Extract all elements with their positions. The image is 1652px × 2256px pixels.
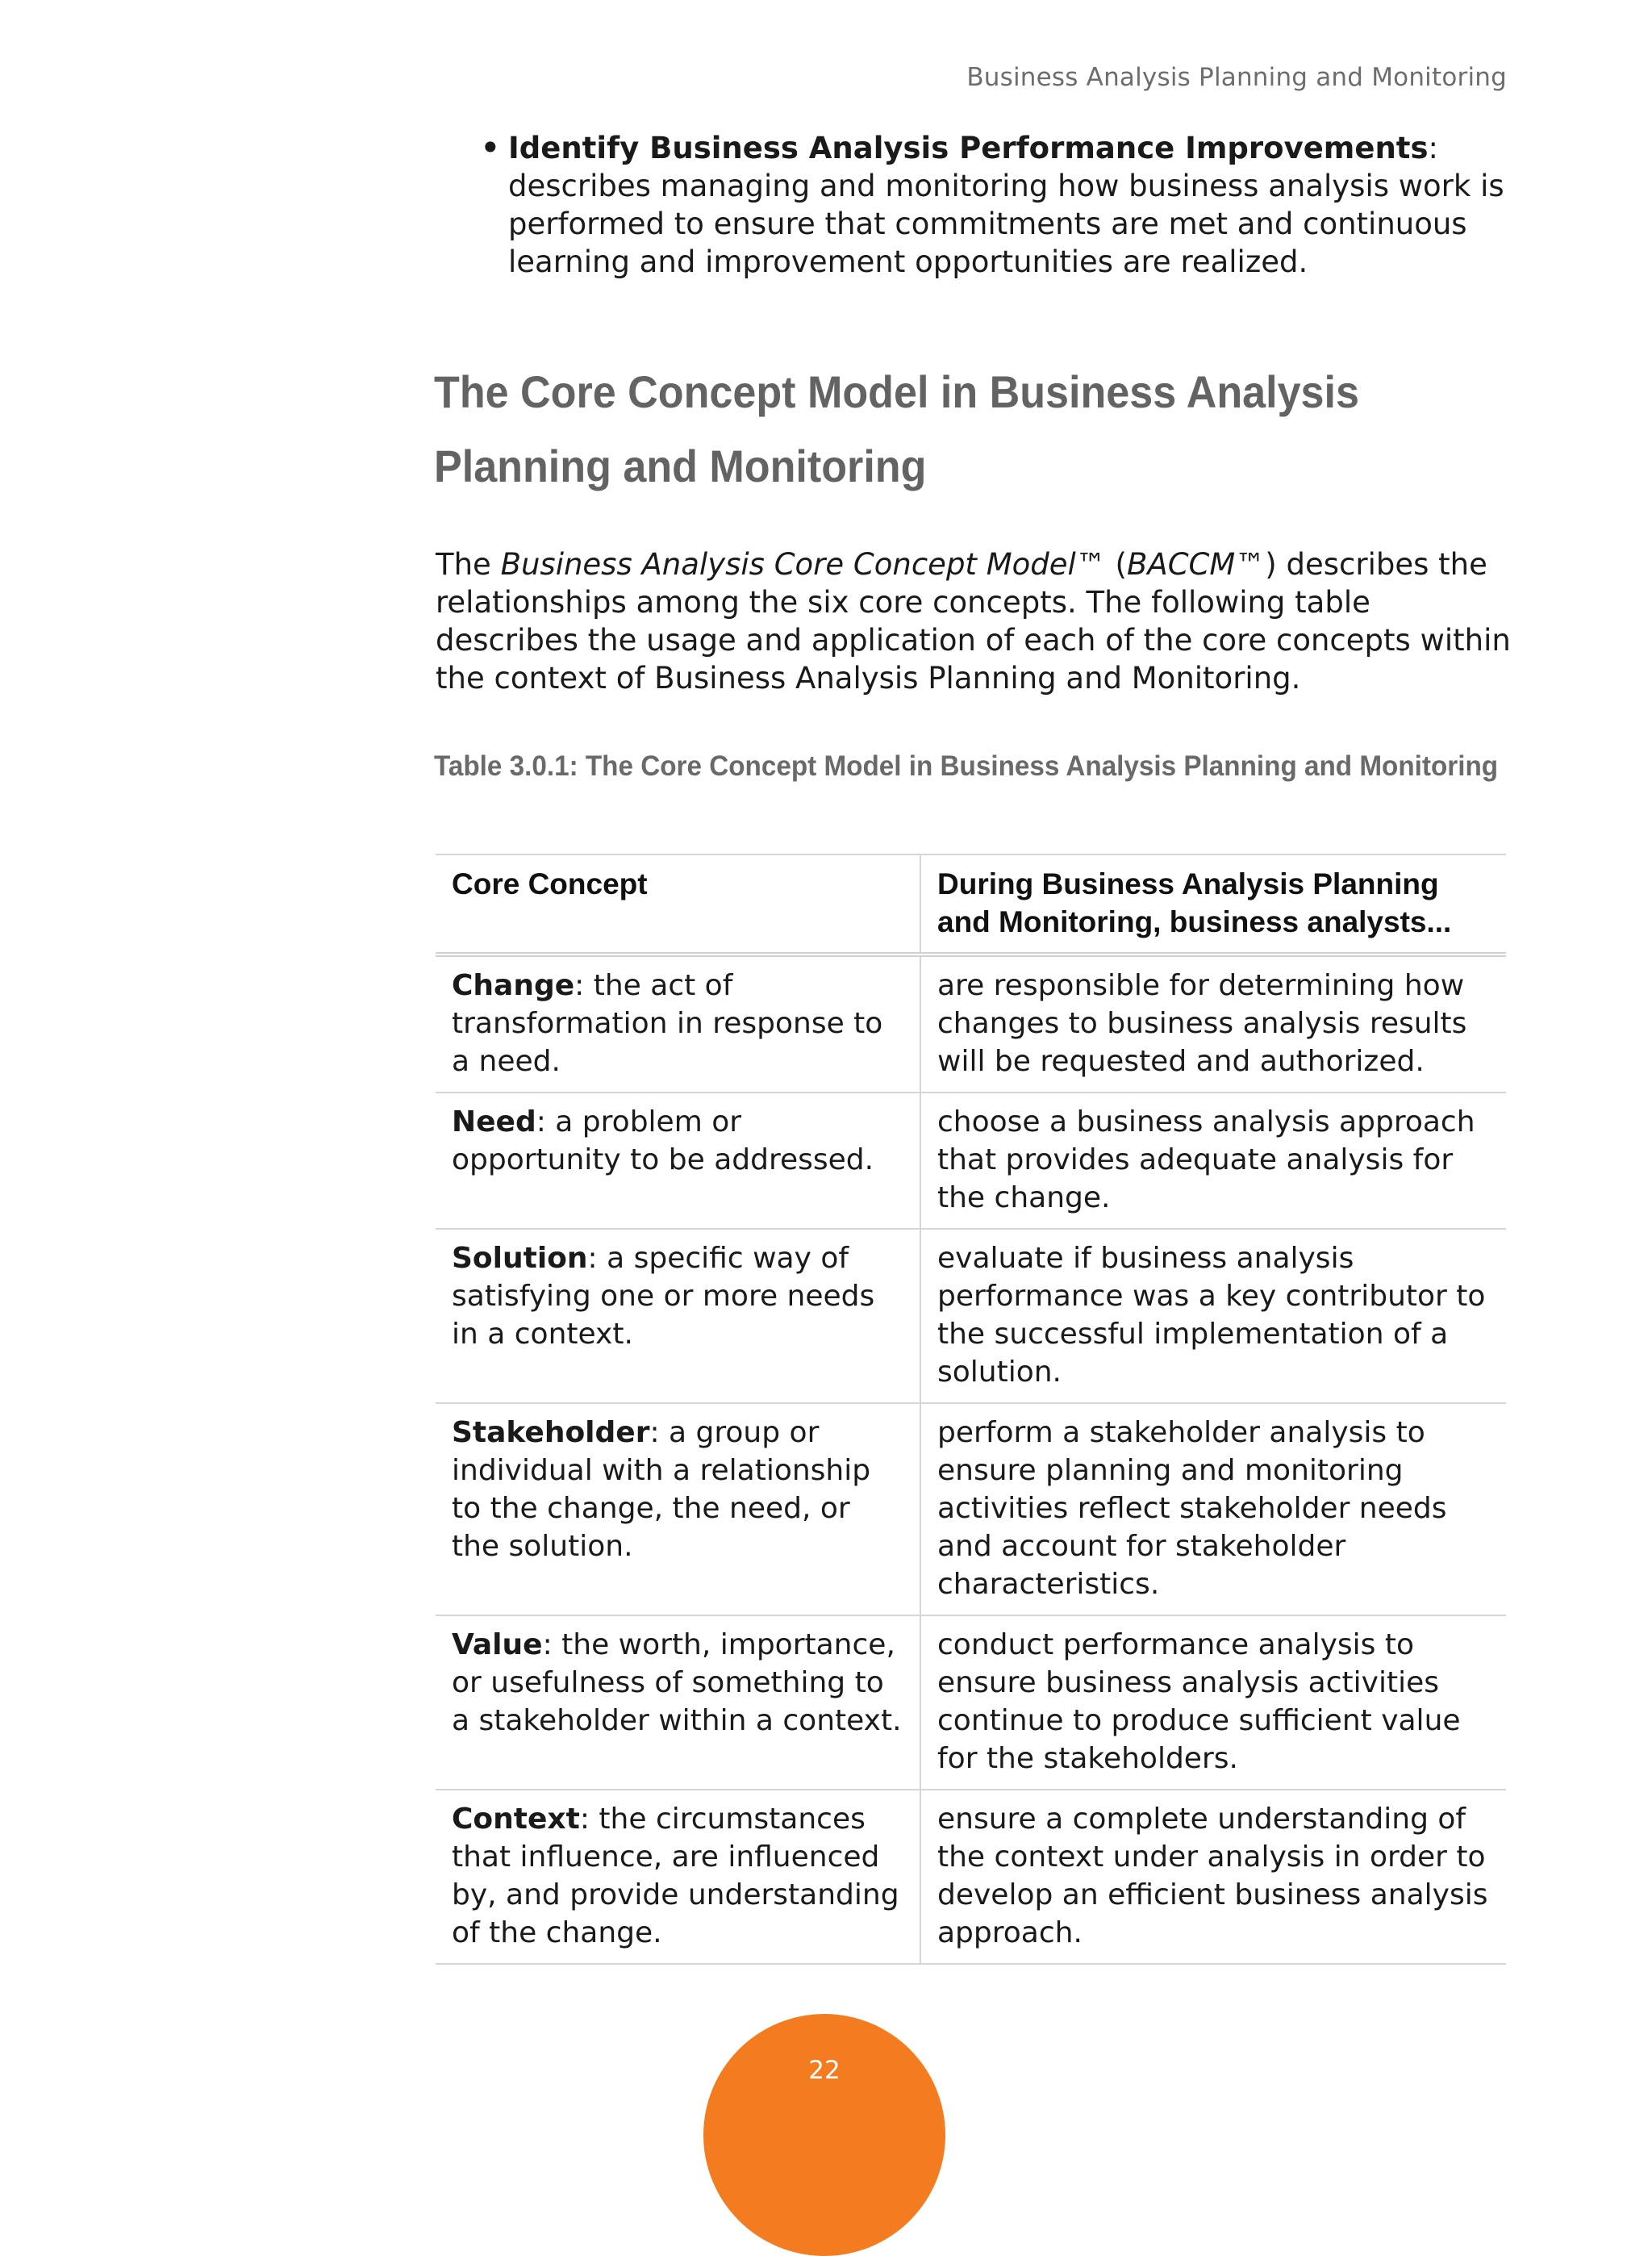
activity-cell: evaluate if business analysis performance was a key contributor to the successful implementation of a solution. — [920, 1229, 1506, 1403]
header-activities: During Business Analysis Planning and Monitoring, business analysts... — [920, 854, 1506, 955]
concept-definition: : a problem or opportunity to be addressed. — [452, 1105, 874, 1176]
intro-model-name: Business Analysis Core Concept Model — [500, 547, 1076, 582]
table-row — [436, 1403, 1506, 1615]
table-row — [436, 1790, 1506, 1964]
bullet-text — [508, 129, 1513, 281]
bullet-dot-icon: • — [481, 131, 500, 165]
concept-term: Change — [452, 969, 575, 1002]
concept-cell — [436, 955, 920, 1092]
table-row — [436, 1615, 1506, 1790]
page-number: 22 — [808, 2056, 841, 2085]
header-core-concept: Core Concept — [436, 854, 920, 955]
concept-term: Solution — [452, 1242, 588, 1275]
concept-definition: : the act of transformation in response to a need. — [452, 969, 883, 1078]
running-header: Business Analysis Planning and Monitoring — [966, 63, 1507, 92]
activity-cell: perform a stakeholder analysis to ensure planning and monitoring activities reflect stakeholder needs and account for stakeholder characteristics. — [920, 1403, 1506, 1615]
page-number-badge — [703, 2014, 945, 2256]
concept-definition: : the worth, importance, or usefulness of something to a stakeholder within a context. — [452, 1628, 902, 1737]
concept-definition: : a specific way of satisfying one or more needs in a context. — [452, 1242, 875, 1351]
concept-definition: : the circumstances that influence, are influenced by, and provide understanding of the change. — [452, 1803, 899, 1949]
activity-cell: are responsible for determining how changes to business analysis results will be requested and authorized. — [920, 955, 1506, 1092]
table-row — [436, 955, 1506, 1092]
table-header-row — [436, 854, 1506, 955]
concept-term: Stakeholder — [452, 1416, 650, 1449]
concept-cell — [436, 1790, 920, 1964]
concept-term: Value — [452, 1628, 543, 1661]
activity-cell: ensure a complete understanding of the context under analysis in order to develop an efficient business analysis approach. — [920, 1790, 1506, 1964]
bullet-term: Identify Business Analysis Performance Improvements — [508, 131, 1429, 165]
bullet-item — [481, 129, 1513, 281]
activity-cell: choose a business analysis approach that provides adequate analysis for the change. — [920, 1092, 1506, 1229]
intro-text-3: ™) describes the relationships among the six core concepts. The following table describes the usage and application of each of the core concepts within the context of Business Analysis Planning and Monitoring. — [436, 547, 1511, 696]
concept-term: Need — [452, 1105, 536, 1138]
concept-cell — [436, 1229, 920, 1403]
activity-cell: conduct performance analysis to ensure business analysis activities continue to produce sufficient value for the stakeholders. — [920, 1615, 1506, 1790]
concept-cell — [436, 1615, 920, 1790]
intro-text-2: ™ ( — [1075, 547, 1127, 582]
core-concept-table — [436, 854, 1506, 1965]
concept-term: Context — [452, 1803, 580, 1836]
table-caption: Table 3.0.1: The Core Concept Model in Business Analysis Planning and Monitoring — [434, 750, 1499, 782]
table-row — [436, 1092, 1506, 1229]
concept-definition: : a group or individual with a relationship to the change, the need, or the solution. — [452, 1416, 871, 1563]
section-heading: The Core Concept Model in Business Analysis Planning and Monitoring — [434, 366, 1359, 491]
intro-paragraph — [436, 545, 1516, 697]
table-row — [436, 1229, 1506, 1403]
concept-cell — [436, 1092, 920, 1229]
intro-model-abbr: BACCM — [1127, 547, 1236, 582]
intro-text-1: The — [436, 547, 501, 582]
bullet-description: : describes managing and monitoring how business analysis work is performed to ensure that commitments are met and continuous learning and improvement opportunities are realized. — [508, 131, 1504, 279]
concept-cell — [436, 1403, 920, 1615]
